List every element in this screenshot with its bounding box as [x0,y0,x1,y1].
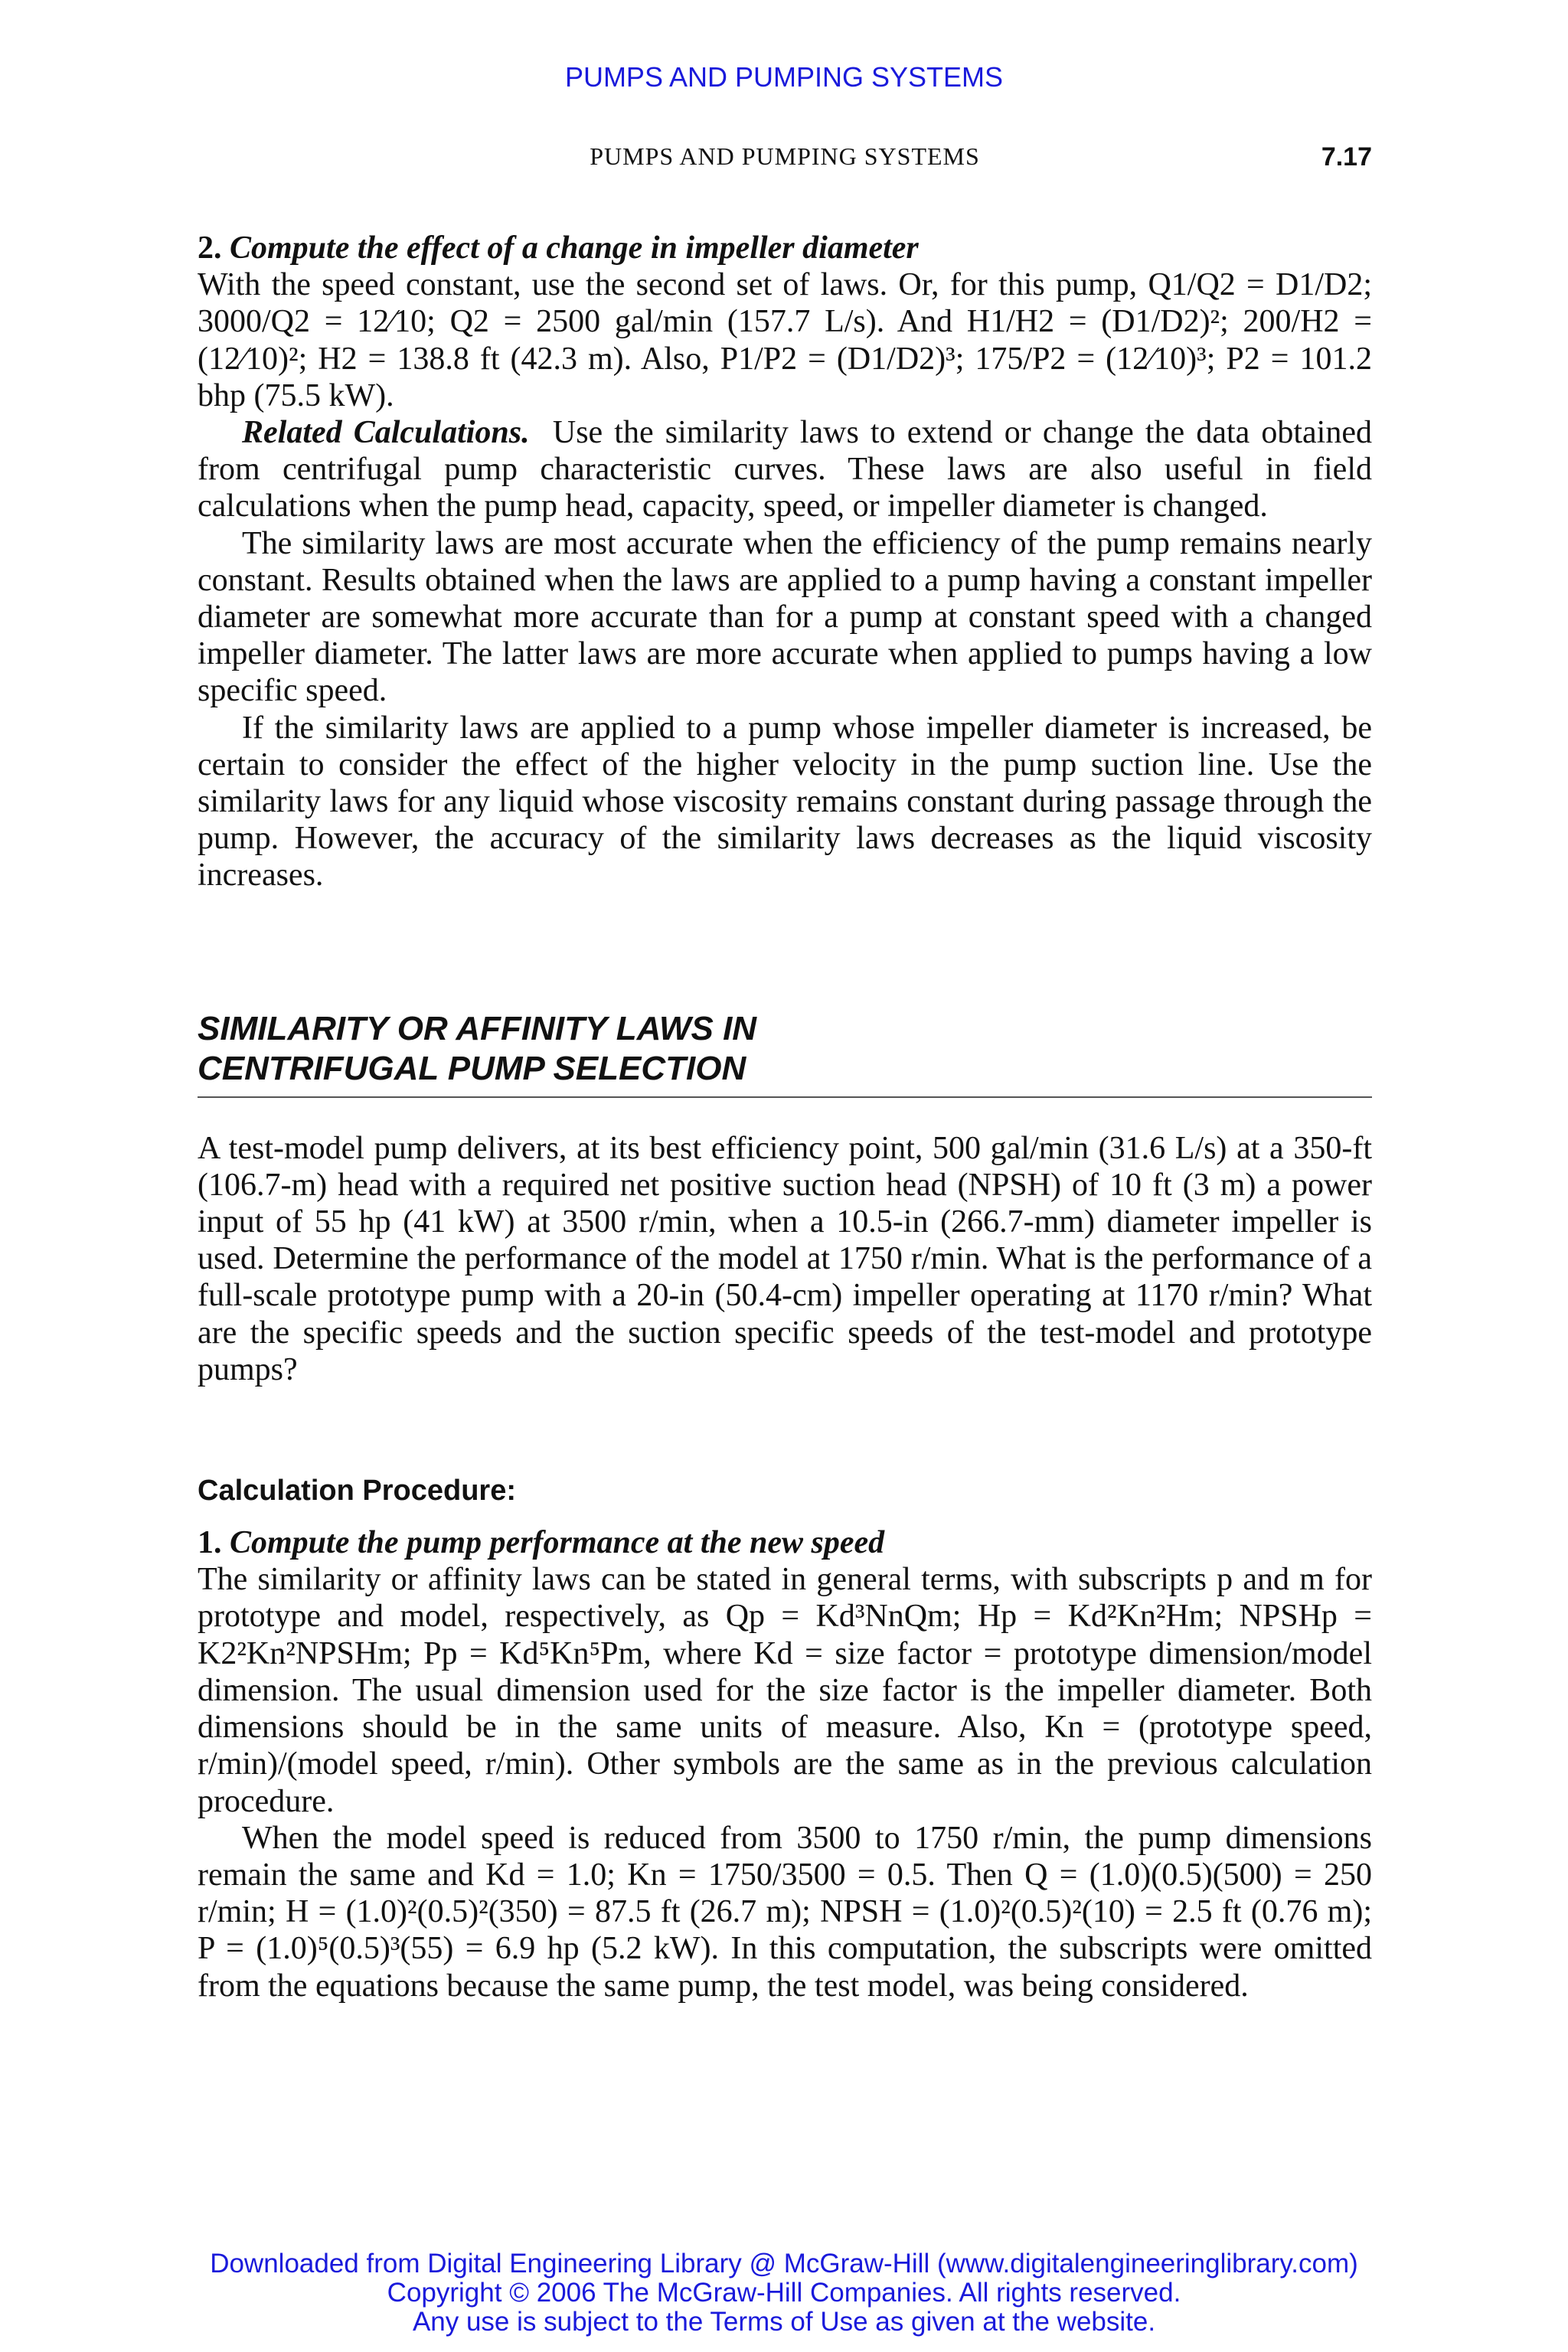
step-title: Compute the pump performance at the new speed [230,1525,885,1561]
section-heading-line1: SIMILARITY OR AFFINITY LAWS IN [198,1009,757,1047]
step-title: Compute the effect of a change in impeller diameter [230,230,919,266]
section-heading-line2: CENTRIFUGAL PUMP SELECTION [198,1049,746,1087]
calculation-procedure-heading: Calculation Procedure: [198,1475,516,1508]
related-text: Use the similarity laws to extend or change the data obtained from centrifugal pump characteristic curves. These laws are also useful in field calculations when the pump head, capacity, speed, or impeller diameter is changed. [198,415,1372,524]
page-number: 7.17 [1321,142,1372,172]
source-banner[interactable]: PUMPS AND PUMPING SYSTEMS [564,61,1004,93]
running-head [198,142,1372,176]
footer-terms[interactable]: Any use is subject to the Terms of Use as given at the website. [412,2307,1156,2337]
running-head-title: PUMPS AND PUMPING SYSTEMS [590,142,980,170]
step-2-heading [198,230,1372,266]
footer-download-link[interactable]: Downloaded from Digital Engineering Library @ McGraw-Hill (www.digitalengineeringlibrary.com) [210,2249,1358,2278]
related-calculations [198,414,1372,525]
paragraph-model-speed: When the model speed is reduced from 3500 to 1750 r/min, the pump dimensions remain the same and Kd = 1.0; Kn = 1750/3500 = 0.5. Then Q = (1.0)(0.5)(500) = 250 r/min; H = (1.0)²(0.5)²(350) = 87.5 ft (26.7 m); NPSH = (1.0)²(0.5)²(10) = 2.5 ft (0.76 m); P = (1.0)⁵(0.5)³(55) = 6.9 hp (5.2 kW). In this computation, the subscripts were omitted from the equations because the same pump, the test model, was being considered. [198,1820,1372,2004]
download-footer [0,2249,1568,2337]
page-body [198,230,1372,2004]
section-heading [198,1009,1372,1098]
step-number: 2. [198,230,222,266]
problem-statement: A test-model pump delivers, at its best efficiency point, 500 gal/min (31.6 L/s) at a 350-ft (106.7-m) head with a required net positive suction head (NPSH) of 10 ft (3 m) a power input of 55 hp (41 kW) at 3500 r/min, when a 10.5-in (266.7-mm) diameter impeller is used. Determine the performance of the model at 1750 r/min. What is the performance of a full-scale prototype pump with a 20-in (50.4-cm) impeller operating at 1170 r/min? What are the specific speeds and the suction specific speeds of the test-model and prototype pumps? [198,1130,1372,1387]
related-label: Related Calculations. [242,415,530,451]
step-1-heading [198,1524,1372,1561]
paragraph-accuracy: The similarity laws are most accurate when the efficiency of the pump remains nearly constant. Results obtained when the laws are applied to a pump having a constant impeller diameter are somewhat more accurate than for a pump at constant speed with a changed impeller diameter. The latter laws are more accurate when applied to pumps having a low specific speed. [198,525,1372,709]
footer-copyright: Copyright © 2006 The McGraw-Hill Companies. All rights reserved. [387,2278,1181,2308]
step-2-text: With the speed constant, use the second set of laws. Or, for this pump, Q1/Q2 = D1/D2; 3000/Q2 = 12⁄10; Q2 = 2500 gal/min (157.7 L/s). And H1/H2 = (D1/D2)²; 200/H2 = (12⁄10)²; H2 = 138.8 ft (42.3 m). Also, P1/P2 = (D1/D2)³; 175/P2 = (12⁄10)³; P2 = 101.2 bhp (75.5 kW). [198,267,1372,413]
step-1-text: The similarity or affinity laws can be stated in general terms, with subscripts p and m for prototype and model, respectively, as Qp = Kd³NnQm; Hp = Kd²Kn²Hm; NPSHp = K2²Kn²NPSHm; Pp = Kd⁵Kn⁵Pm, where Kd = size factor = prototype dimension/model dimension. The usual dimension used for the size factor is the impeller diameter. Both dimensions should be in the same units of measure. Also, Kn = (prototype speed, r/min)/(model speed, r/min). Other symbols are the same as in the previous calculation procedure. [198,1562,1372,1819]
paragraph-increase: If the similarity laws are applied to a pump whose impeller diameter is increased, be certain to consider the effect of the higher velocity in the pump suction line. Use the similarity laws for any liquid whose viscosity remains constant during passage through the pump. However, the accuracy of the similarity laws decreases as the liquid viscosity increases. [198,710,1372,893]
step-number: 1. [198,1525,222,1561]
